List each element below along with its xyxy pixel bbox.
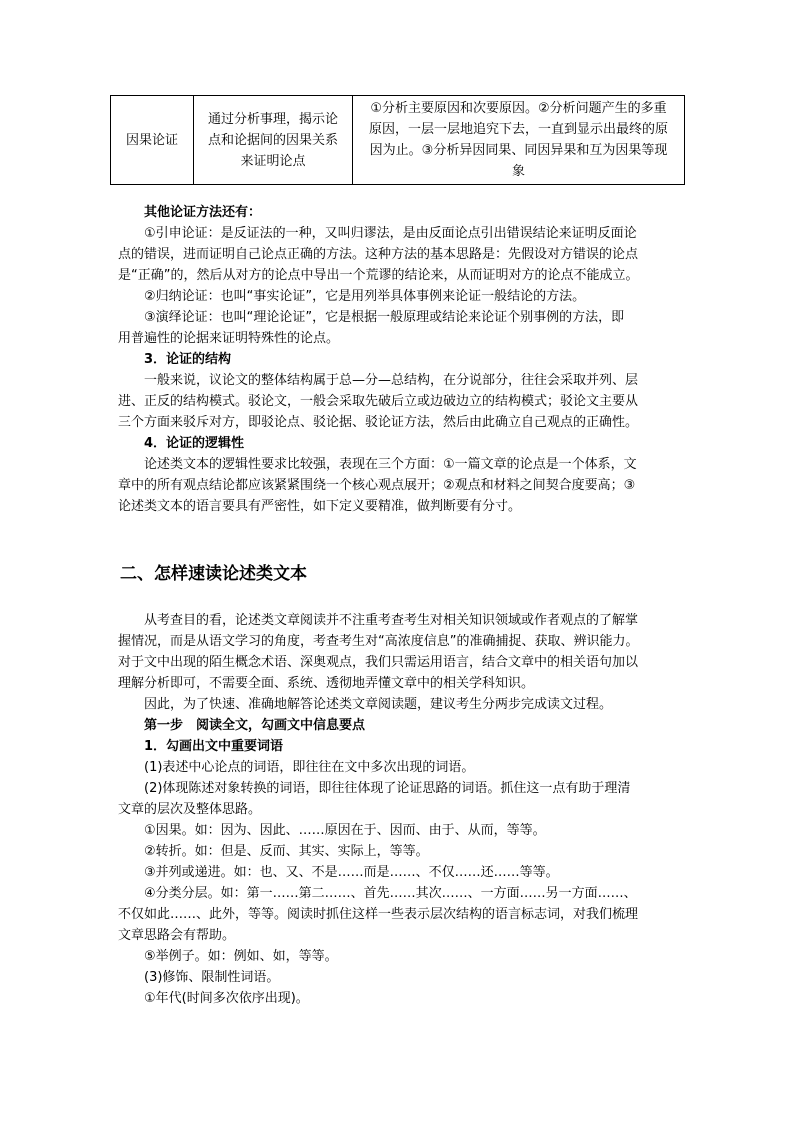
paragraph-line: ⑤举例子。如：例如、如，等等。 [144,949,338,964]
method-approach-cell [353,96,685,185]
table-row [111,96,685,185]
paragraph-line: ③并列或递进。如：也、又、不是……而是……、不仅……还……等等。 [144,865,559,880]
paragraph-line: ①引申论证：是反证法的一种，又叫归谬法，是由反面论点引出错误结论来证明反面论 [144,226,637,241]
speed-reading-section [118,610,684,1009]
method-definition-cell [194,96,353,185]
paragraph-line: ②归纳论证：也叫“事实论证”，它是用列举具体事例来论证一般结论的方法。 [144,289,586,304]
definition-line: 来证明论点 [240,153,306,169]
paragraph-line: ②转折。如：但是、反而、其实、实际上，等等。 [144,844,429,859]
paragraph-line: ①因果。如：因为、因此、……原因在于、因而、由于、从而，等等。 [144,823,546,838]
approach-line: 原因，一层一层地追究下去，一直到显示出最终的原 [368,122,668,137]
paragraph-line: 理解分析即可，不需要全面、系统、透彻地弄懂文章中的相关学科知识。 [118,676,535,691]
section-title: 二、怎样速读论述类文本 [120,564,307,584]
paragraph-line: 其他论证方法还有： [144,205,262,220]
subheading: 4．论证的逻辑性 [144,436,245,451]
approach-line: 象 [511,164,525,179]
paragraph-line: ①年代(时间多次依序出现)。 [144,991,309,1006]
paragraph-line: 点的错误，进而证明自己论点正确的方法。这种方法的基本思路是：先假设对方错误的论点 [118,247,639,262]
paragraph-line: 进、正反的结构模式。驳论文，一般会采取先破后立或边破边立的结构模式；驳论文主要从 [118,394,639,409]
paragraph-line: ③演绎论证：也叫“理论论证”，它是根据一般原理或结论来论证个别事例的方法，即 [144,310,625,325]
paragraph-line: (1)表述中心论点的词语，即往往在文中多次出现的词语。 [144,760,475,775]
subheading: 3．论证的结构 [144,352,232,367]
paragraph-line: 论述类文本的逻辑性要求比较强，表现在三个方面：①一篇文章的论点是一个体系，文 [144,457,637,472]
argument-method-table [110,95,685,185]
paragraph-line: 握情况，而是从语文学习的角度，考查考生对“高浓度信息”的准确捕捉、获取、辨识能力。 [118,634,639,649]
method-name-cell [111,96,194,185]
paragraph-line: 三个方面来驳斥对方，即驳论点、驳论据、驳论证方法，然后由此确立自己观点的正确性。 [118,415,639,430]
subheading: 1．勾画出文中重要词语 [144,739,284,754]
paragraph-line: (3)修饰、限制性词语。 [144,970,280,985]
paragraph-line: 从考查目的看，论述类文章阅读并不注重考查考生对相关知识领域或作者观点的了解掌 [144,613,639,628]
paragraph-line: 因此，为了快速、准确地解答论述类文章阅读题，建议考生分两步完成读文过程。 [144,697,613,712]
approach-line: 因为止。③分析异因同果、同因异果和互为因果等现 [369,143,668,158]
method-name: 因果论证 [125,132,178,148]
paragraph-line: 章中的所有观点结论都应该紧紧围绕一个核心观点展开；②观点和材料之间契合度要高；③ [118,478,636,493]
paragraph-line: ④分类分层。如：第一……第二……、首先……其次……、一方面……另一方面……、 [144,886,637,901]
paragraph-line: 论述类文本的语言要具有严密性，如下定义要精准，做判断要有分寸。 [118,499,522,514]
definition-line: 点和论据间的因果关系 [207,132,338,148]
other-methods-section [118,202,684,517]
paragraph-line: 用普遍性的论据来证明特殊性的论点。 [118,331,340,346]
definition-line: 通过分析事理，揭示论 [207,111,338,127]
paragraph-line: 对于文中出现的陌生概念术语、深奥观点，我们只需运用语言，结合文章中的相关语句加以 [118,655,639,670]
approach-line: ①分析主要原因和次要原因。②分析问题产生的多重 [370,101,667,116]
paragraph-line: 文章思路会有帮助。 [118,928,236,943]
step-heading: 第一步 阅读全文，勾画文中信息要点 [144,718,366,733]
paragraph-line: 不仅如此……、此外，等等。阅读时抓住这样一些表示层次结构的语言标志词，对我们梳理 [118,907,639,922]
paragraph-line: (2)体现陈述对象转换的词语，即往往体现了论证思路的词语。抓住这一点有助于理清 [144,781,631,796]
paragraph-line: 是“正确”的，然后从对方的论点中导出一个荒谬的结论来，从而证明对方的论点不能成立。 [118,268,639,283]
paragraph-line: 一般来说，议论文的整体结构属于总—分—总结构，在分说部分，往往会采取并列、层 [144,373,639,388]
paragraph-line: 文章的层次及整体思路。 [118,802,262,817]
